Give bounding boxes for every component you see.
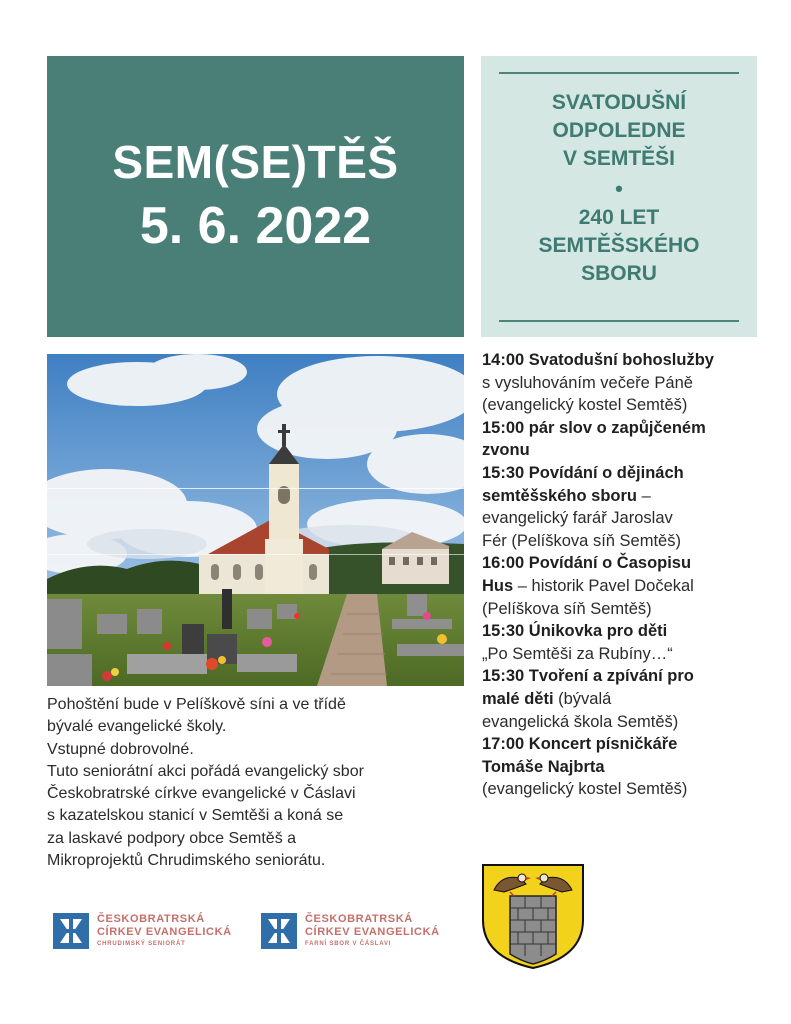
subtitle-line: ODPOLEDNE: [552, 119, 686, 142]
program-line: [482, 462, 782, 485]
subtitle-anniversary: [481, 204, 757, 288]
hero-banner: [47, 56, 464, 337]
logo-text: [97, 913, 232, 949]
program-line: [482, 417, 782, 440]
chalice-cross-logo-icon: [261, 913, 297, 949]
info-line: Mikroprojektů Chrudimského seniorátu.: [47, 852, 326, 870]
program-line: [482, 439, 782, 462]
program-line: [482, 507, 782, 530]
program-bold: Tomáše Najbrta: [482, 757, 605, 776]
top-divider: [499, 72, 739, 74]
church-cemetery-photo: [47, 354, 464, 686]
program-line: [482, 552, 782, 575]
info-line: Vstupné dobrovolné.: [47, 740, 194, 758]
program-line: [482, 733, 782, 756]
logo-line: ČESKOBRATRSKÁ: [305, 913, 413, 925]
info-text: [47, 694, 467, 872]
logo-subline: CHRUDIMSKÝ SENIORÁT: [97, 941, 186, 947]
program-bold: 16:00 Povídání o Časopisu: [482, 554, 692, 573]
program-line: [482, 711, 782, 734]
subtitle-occasion: [481, 89, 757, 173]
subtitle-box: [481, 56, 757, 337]
info-line: s kazatelskou stanicí v Semtěši a koná se: [47, 807, 344, 825]
program-line: [482, 372, 782, 395]
logo-chrudim-seniorat: [53, 913, 232, 949]
program-bold: 15:30 Únikovka pro děti: [482, 622, 668, 641]
program-line: [482, 643, 782, 666]
program-bold: semtěšského sboru: [482, 486, 637, 505]
program-line: [482, 530, 782, 553]
program-bold: zvonu: [482, 441, 530, 460]
program-bold: malé děti: [482, 689, 554, 708]
logo-line: CÍRKEV EVANGELICKÁ: [97, 926, 232, 938]
event-title: SEM(SE)TĚŠ: [112, 135, 399, 188]
program-line: [482, 598, 782, 621]
info-line: Českobratrské církve evangelické v Čáslavi: [47, 785, 356, 803]
program-line: [482, 688, 782, 711]
program-bold: 15:30 Povídání o dějinách: [482, 463, 684, 482]
program-normal: „Po Semtěši za Rubíny…“: [482, 644, 673, 663]
semtes-coat-of-arms-icon: [480, 862, 586, 970]
chalice-cross-logo-icon: [53, 913, 89, 949]
logo-subline: FARNÍ SBOR V ČÁSLAVI: [305, 941, 392, 947]
program-normal: – historik Pavel Dočekal: [513, 576, 694, 595]
program-bold: 17:00 Koncert písničkáře: [482, 735, 678, 754]
program-normal: s vysluhováním večeře Páně: [482, 373, 693, 392]
info-line: Tuto seniorátní akci pořádá evangelický sbor: [47, 762, 364, 780]
info-line: Pohoštění bude v Pelíškově síni a ve třídě: [47, 696, 346, 713]
program-bold: 15:30 Tvoření a zpívání pro: [482, 667, 694, 686]
program-line: [482, 349, 782, 372]
program-line: [482, 394, 782, 417]
program-list: [482, 349, 782, 801]
bottom-divider: [499, 320, 739, 322]
logo-line: ČESKOBRATRSKÁ: [97, 913, 205, 925]
subtitle-line: SBORU: [581, 262, 657, 285]
subtitle-line: V SEMTĚŠI: [562, 147, 676, 170]
subtitle-line: SVATODUŠNÍ: [551, 91, 687, 114]
logo-line: CÍRKEV EVANGELICKÁ: [305, 926, 440, 938]
church-photo: [47, 354, 464, 686]
logo-caslav-sbor: [261, 913, 440, 949]
program-normal: evangelická škola Semtěš): [482, 712, 679, 731]
program-normal: –: [636, 486, 651, 505]
subtitle-line: SEMTĚŠSKÉHO: [538, 234, 700, 257]
program-bold: Hus: [482, 576, 514, 595]
logo-text: [305, 913, 440, 949]
program-normal: (evangelický kostel Semtěš): [482, 780, 688, 799]
program-line: [482, 485, 782, 508]
program-bold: 14:00 Svatodušní bohoslužby: [482, 351, 714, 369]
program-line: [482, 620, 782, 643]
program-normal: (bývalá: [553, 689, 612, 708]
program-normal: (Pelíškova síň Semtěš): [482, 599, 652, 618]
program-normal: evangelický farář Jaroslav: [482, 509, 673, 528]
info-line: za laskavé podpory obce Semtěš a: [47, 829, 297, 847]
subtitle-separator: •: [615, 176, 623, 201]
program-line: [482, 575, 782, 598]
subtitle-line: 240 LET: [578, 206, 660, 229]
program-line: [482, 665, 782, 688]
event-date: 5. 6. 2022: [139, 196, 372, 255]
program-normal: (evangelický kostel Semtěš): [482, 396, 688, 415]
program-line: [482, 778, 782, 801]
program-normal: Fér (Pelíškova síň Semtěš): [482, 531, 681, 550]
info-line: bývalé evangelické školy.: [47, 718, 227, 736]
program-line: [482, 756, 782, 779]
program-bold: 15:00 pár slov o zapůjčeném: [482, 418, 706, 437]
